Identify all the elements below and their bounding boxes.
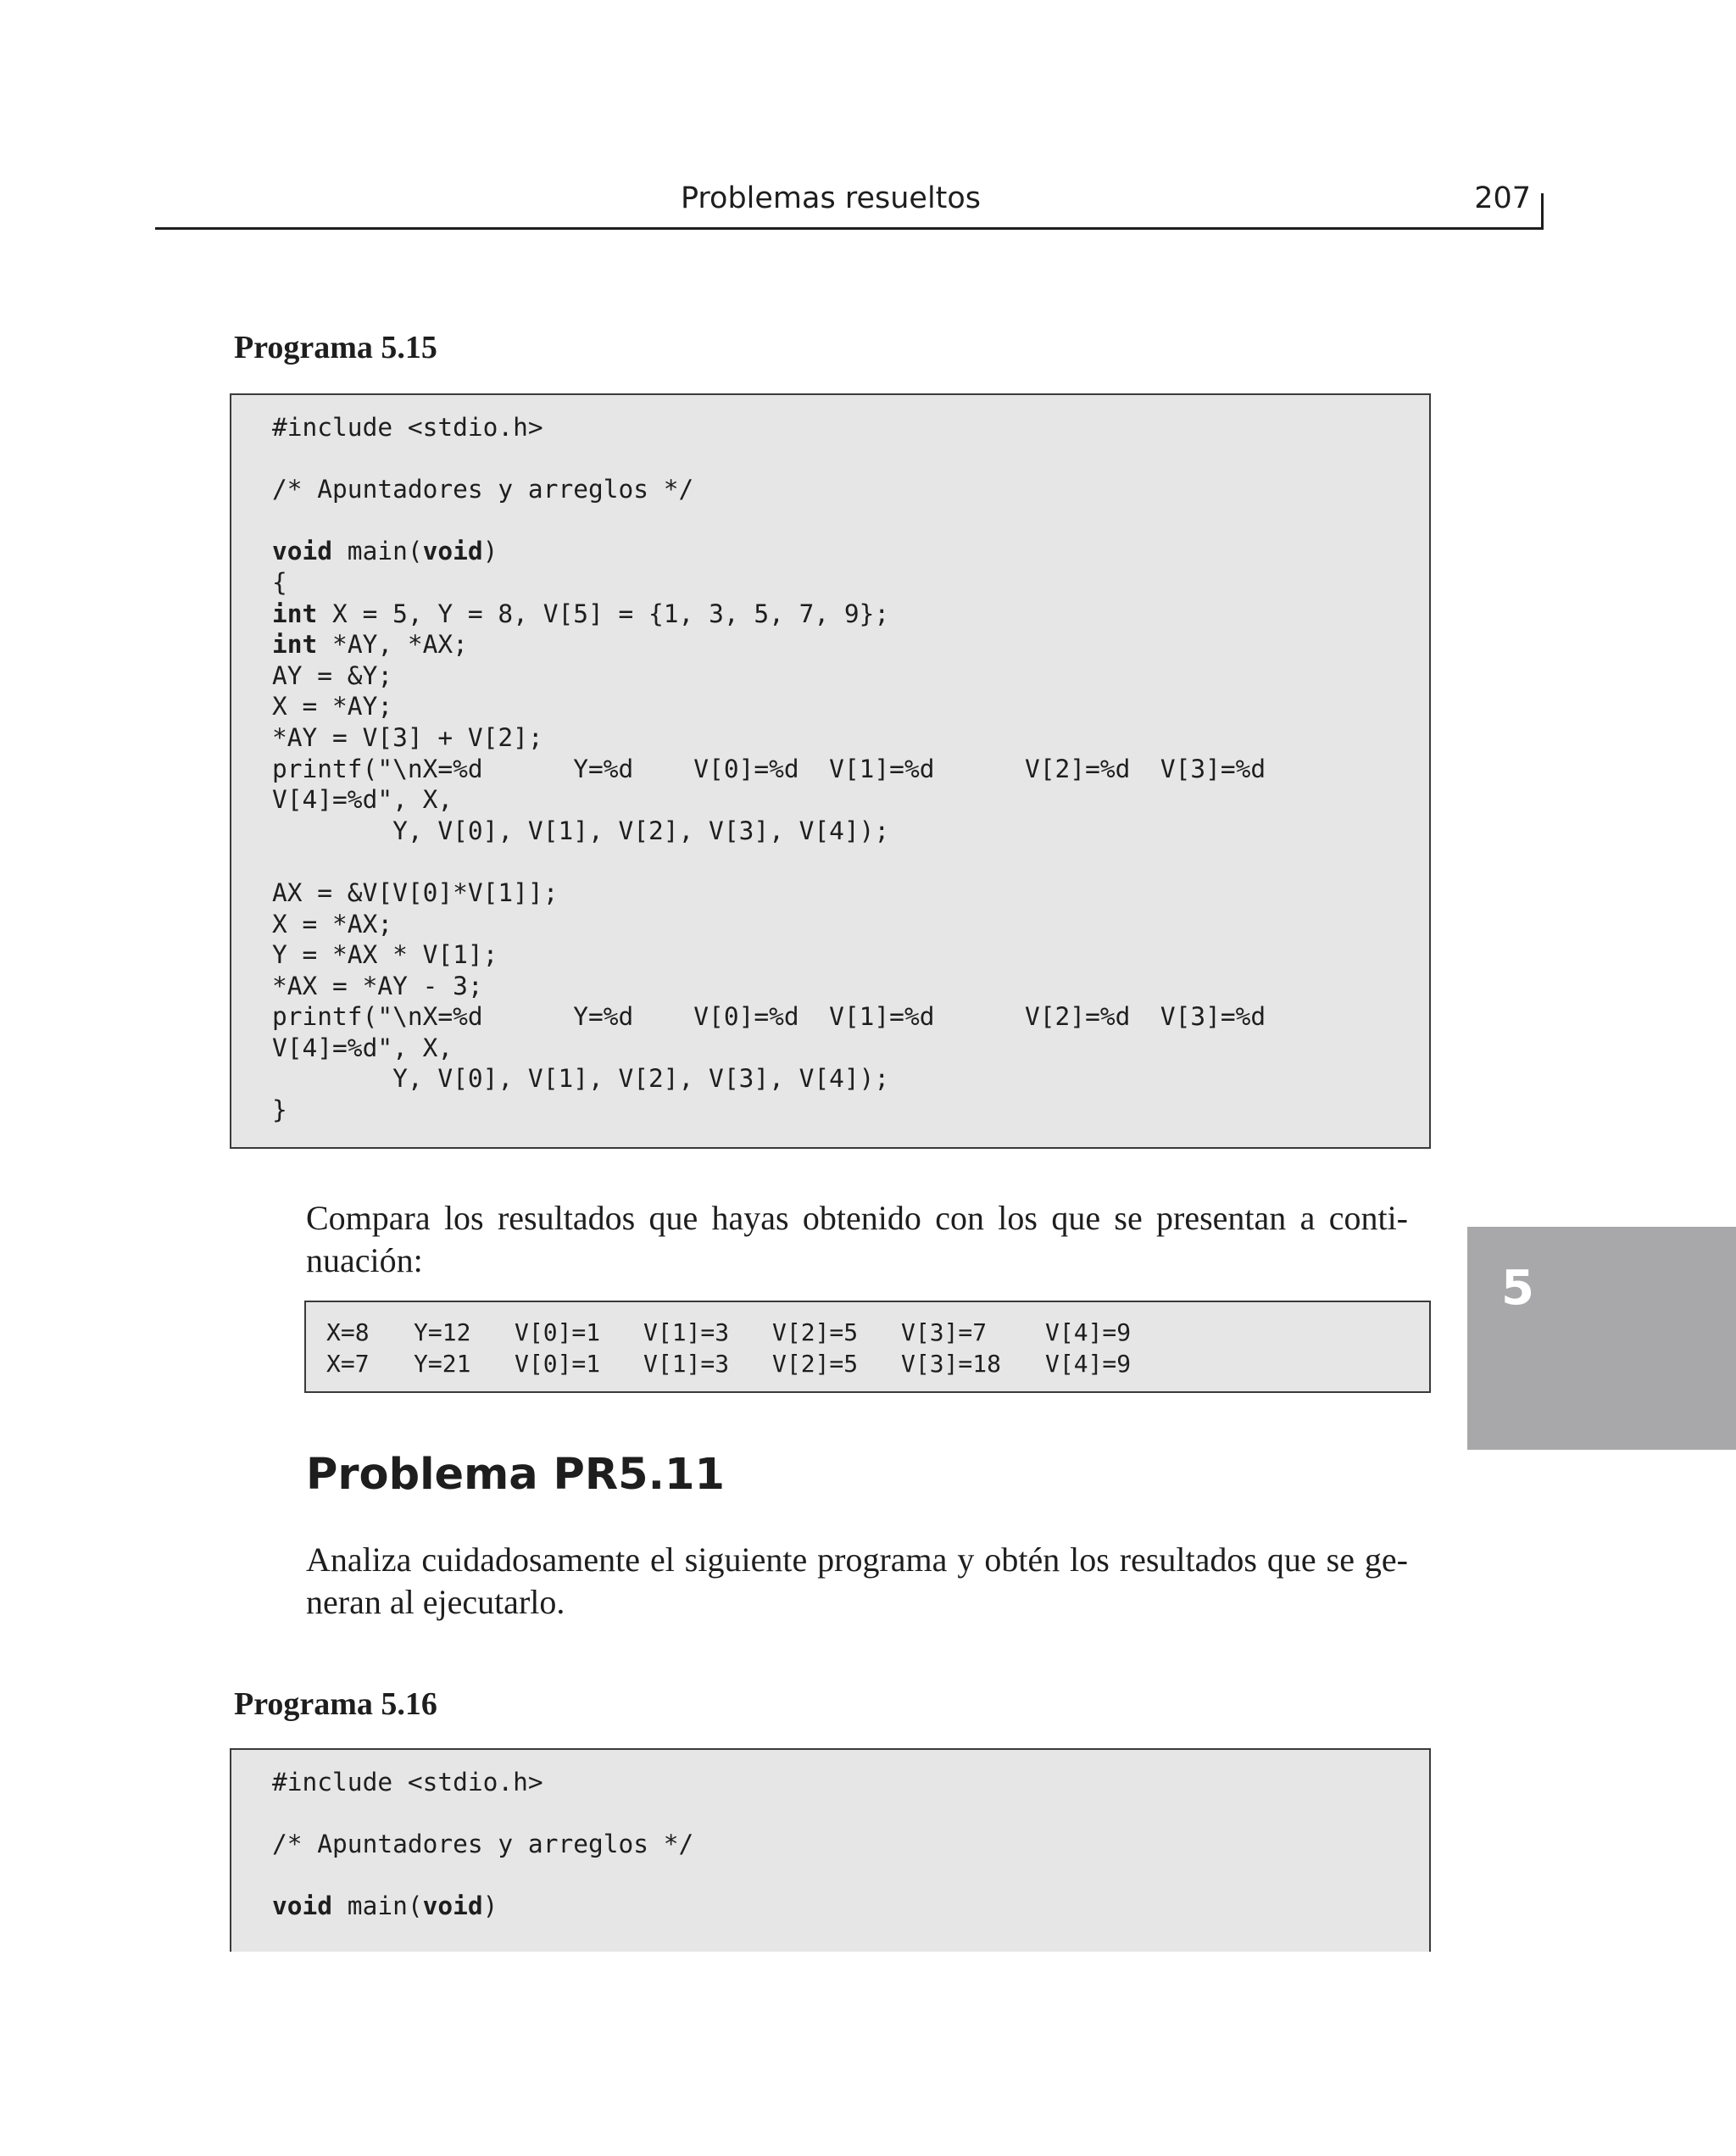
code-line — [272, 1033, 1429, 1064]
output-value: V[2]=5 — [772, 1349, 859, 1378]
code-text: AX = &V[V[0]*V[1]]; — [272, 877, 559, 907]
code-text: /* Apuntadores y arreglos */ — [272, 475, 694, 504]
output-value: V[1]=3 — [643, 1349, 730, 1378]
output-value: V[3]=7 — [901, 1318, 988, 1346]
code-text: *AY = V[3] + V[2]; — [272, 722, 543, 752]
output-value: V[1]=3 — [643, 1318, 730, 1346]
code-text: X = *AX; — [272, 909, 393, 939]
code-text: } — [272, 1095, 287, 1125]
program-caption: Programa 5.15 — [234, 330, 437, 365]
code-line — [272, 629, 1429, 660]
code-keyword: void — [422, 1891, 483, 1921]
code-text: /* Apuntadores y arreglos */ — [272, 1830, 694, 1859]
code-keyword: int — [272, 599, 318, 628]
output-value: V[0]=1 — [515, 1349, 601, 1378]
code-line — [272, 660, 1429, 692]
code-line — [272, 443, 1429, 475]
output-value: V[2]=5 — [772, 1318, 859, 1346]
output-value: V[4]=9 — [1045, 1349, 1132, 1378]
code-text: V[4]=%d", X, — [272, 785, 453, 815]
code-text: *AX = *AY - 3; — [272, 971, 483, 1000]
problem-line-1: Analiza cuidadosamente el siguiente programa y obtén los resultados que se ge- — [306, 1540, 1408, 1579]
code-line — [272, 505, 1429, 537]
code-line — [272, 816, 1429, 847]
code-line — [272, 1095, 1429, 1126]
compare-line-2: nuación: — [306, 1241, 423, 1279]
code-listing — [230, 393, 1431, 1149]
compare-paragraph — [306, 1197, 1408, 1282]
output-value: V[3]=18 — [901, 1349, 1002, 1378]
code-text: Y = *AX * V[1]; — [272, 940, 498, 970]
output-rows — [326, 1318, 1429, 1379]
code-line — [272, 971, 1429, 1002]
code-text: Y, V[0], V[1], V[2], V[3], V[4]); — [272, 816, 890, 845]
output-value: V[4]=9 — [1045, 1318, 1132, 1346]
code-keyword: void — [422, 537, 483, 566]
code-text: V[4]=%d", X, — [272, 1033, 453, 1062]
section-heading: Problema PR5.11 — [306, 1450, 725, 1500]
code-line — [272, 1767, 1429, 1798]
code-line — [272, 567, 1429, 599]
page-number: 207 — [1474, 181, 1531, 215]
compare-line-1: Compara los resultados que hayas obtenido con los que se presentan a conti- — [306, 1199, 1408, 1237]
output-row — [326, 1349, 1429, 1380]
program-caption: Programa 5.16 — [234, 1686, 437, 1722]
output-value: X=7 — [326, 1349, 370, 1378]
output-value: V[0]=1 — [515, 1318, 601, 1346]
code-text: main( — [332, 1891, 423, 1921]
code-line — [272, 754, 1429, 785]
code-line — [272, 412, 1429, 443]
code-line — [272, 877, 1429, 909]
code-text: X = *AY; — [272, 692, 393, 721]
output-value: X=8 — [326, 1318, 370, 1346]
code-line — [272, 474, 1429, 505]
code-line — [272, 1063, 1429, 1095]
code-text: ) — [482, 1891, 498, 1921]
code-text: X = 5, Y = 8, V[5] = {1, 3, 5, 7, 9}; — [317, 599, 890, 628]
running-title: Problemas resueltos — [680, 181, 982, 215]
code-text: *AY, *AX; — [317, 630, 468, 660]
code-line — [272, 909, 1429, 940]
header-rule — [155, 227, 1544, 230]
code-text: { — [272, 567, 287, 597]
code-text: main( — [332, 537, 423, 566]
code-line — [272, 722, 1429, 754]
code-text: printf("\nX=%d Y=%d V[0]=%d V[1]=%d V[2]=%d V[3]=%d — [272, 1002, 1266, 1032]
code-lines — [272, 412, 1429, 1126]
output-value: Y=21 — [414, 1349, 471, 1378]
code-text: printf("\nX=%d Y=%d V[0]=%d V[1]=%d V[2]=%d V[3]=%d — [272, 754, 1266, 783]
code-lines — [272, 1767, 1429, 1922]
output-box — [304, 1301, 1431, 1393]
code-line — [272, 536, 1429, 567]
code-line — [272, 1860, 1429, 1891]
chapter-tab — [1467, 1227, 1736, 1450]
problem-paragraph — [306, 1539, 1408, 1624]
code-text: #include <stdio.h> — [272, 413, 543, 442]
output-row — [326, 1318, 1429, 1349]
code-line — [272, 1798, 1429, 1830]
code-line — [272, 1001, 1429, 1033]
code-line — [272, 784, 1429, 816]
output-value: Y=12 — [414, 1318, 471, 1346]
code-text: Y, V[0], V[1], V[2], V[3], V[4]); — [272, 1064, 890, 1094]
code-keyword: void — [272, 537, 333, 566]
code-keyword: void — [272, 1891, 333, 1921]
code-line — [272, 1829, 1429, 1860]
code-text: ) — [482, 537, 498, 566]
code-line — [272, 939, 1429, 971]
code-listing — [230, 1748, 1431, 1952]
code-line — [272, 1891, 1429, 1922]
code-text: #include <stdio.h> — [272, 1768, 543, 1797]
problem-line-2: neran al ejecutarlo. — [306, 1583, 565, 1621]
code-keyword: int — [272, 630, 318, 660]
code-line — [272, 691, 1429, 722]
code-line — [272, 846, 1429, 877]
chapter-number: 5 — [1501, 1261, 1534, 1316]
code-text: AY = &Y; — [272, 660, 393, 690]
code-line — [272, 599, 1429, 630]
header-rule-tick — [1541, 193, 1544, 230]
